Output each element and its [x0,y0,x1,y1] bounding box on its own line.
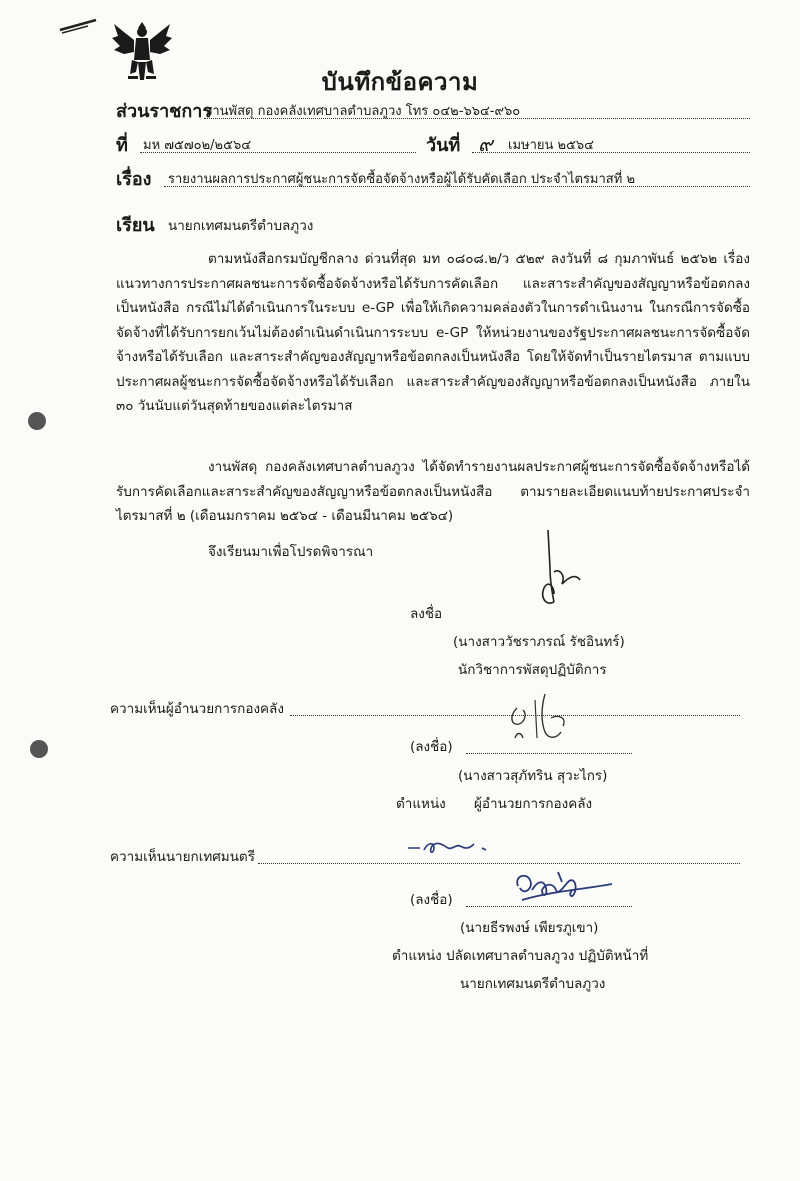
date-day: ๙ [478,132,493,156]
signature-1 [532,528,592,612]
opinion2-handwriting [404,834,494,860]
agency-label: ส่วนราชการ [116,101,213,122]
opinion1-label: ความเห็นผู้อำนวยการกองคลัง [110,701,284,717]
opinion2-position-label: ตำแหน่ง [392,948,442,964]
opinion1-position: ผู้อำนวยการกองคลัง [474,796,593,812]
ref-value: มห ๗๕๗๐๒/๒๕๖๔ [143,138,252,153]
opinion2-name: (นายธีรพงษ์ เพียรภูเขา) [460,920,599,936]
signer1-sign-label: ลงชื่อ [410,606,443,622]
subject-underline [164,186,750,187]
to-label: เรียน [116,215,155,236]
punch-hole-bottom [30,740,48,758]
subject-label: เรื่อง [116,169,152,190]
to-value: นายกเทศมนตรีตำบลภูวง [168,218,314,234]
body-paragraph-2-text: งานพัสดุ กองคลังเทศบาลตำบลภูวง ได้จัดทำรายงานผลประกาศผู้ชนะการจัดซื้อจัดจ้างหรือได้รับการคัดเลือกและสาระสำคัญของสัญญาหรือข้อตกลงเป็นหนังสือ ตามรายละเอียดแนบท้ายประกาศประจำไตรมาสที่ ๒ (เดือนมกราคม ๒๕๖๔ - เดือนมีนาคม ๒๕๖๔) [116,459,750,524]
punch-hole-top [28,412,46,430]
date-label: วันที่ [426,135,461,156]
opinion1-sign-label: (ลงชื่อ) [410,739,453,755]
opinion2-sign-label: (ลงชื่อ) [410,892,453,908]
opinion2-sign-line [466,906,632,907]
subject-value: รายงานผลการประกาศผู้ชนะการจัดซื้อจัดจ้างหรือผู้ได้รับคัดเลือก ประจำไตรมาสที่ ๒ [168,172,636,187]
signer1-position: นักวิชาการพัสดุปฏิบัติการ [458,662,607,678]
date-underline [472,152,750,153]
ref-underline [140,152,416,153]
opinion1-name: (นางสาวสุภัทริน สุวะไกร) [458,768,608,784]
ref-label: ที่ [116,135,128,156]
opinion1-sign-line [466,753,632,754]
pen-mark [58,14,98,36]
opinion2-label: ความเห็นนายกเทศมนตรี [110,849,255,865]
opinion2-dotted-line [258,863,740,864]
date-rest: เมษายน ๒๕๖๔ [508,138,595,153]
body-paragraph-1-text: ตามหนังสือกรมบัญชีกลาง ด่วนที่สุด มท ๐๘๐๘.๒/ว ๕๒๙ ลงวันที่ ๘ กุมภาพันธ์ ๒๕๖๒ เรื่องแนวทางการประกาศผลชนะการจัดซื้อจัดจ้างหรือได้รับการคัดเลือก และสาระสำคัญของสัญญาหรือข้อตกลงเป็นหนังสือ กรณีไม่ได้ดำเนินการในระบบ e-GP เพื่อให้เกิดความคล่องตัวในการดำเนินงาน ในกรณีการจัดซื้อจัดจ้างที่ได้รับการยกเว้นไม่ต้องดำเนินดำเนินการระบบ e-GP ให้หน่วยงานของรัฐประกาศผลชนะการจัดซื้อจัดจ้างหรือได้รับเลือก และสาระสำคัญของสัญญาหรือข้อตกลงเป็นหนังสือ โดยให้จัดทำเป็นรายไตรมาส ตามแบบประกาศผลผู้ชนะการจัดซื้อจัดจ้างหรือได้รับเลือก และสาระสำคัญของสัญญาหรือข้อตกลงเป็นหนังสือ ภายใน ๓๐ วันนับแต่วันสุดท้ายของแต่ละไตรมาส [116,251,750,414]
closing-line: จึงเรียนมาเพื่อโปรดพิจารณา [208,544,374,560]
opinion1-position-label: ตำแหน่ง [396,796,446,812]
signature-3 [508,866,618,908]
page-title: บันทึกข้อความ [321,68,479,96]
opinion2-position2: นายกเทศมนตรีตำบลภูวง [460,976,606,992]
agency-underline [204,118,750,119]
body-paragraph-1 [116,247,750,419]
body-paragraph-2 [116,455,750,529]
signature-2 [505,688,575,752]
opinion2-position: ปลัดเทศบาลตำบลภูวง ปฏิบัติหน้าที่ [446,948,649,964]
signer1-name: (นางสาววัชราภรณ์ รัชอินทร์) [453,634,625,650]
agency-value: งานพัสดุ กองคลังเทศบาลตำบลภูวง โทร ๐๔๒-๖๖๔-๙๖๐ [206,104,521,119]
